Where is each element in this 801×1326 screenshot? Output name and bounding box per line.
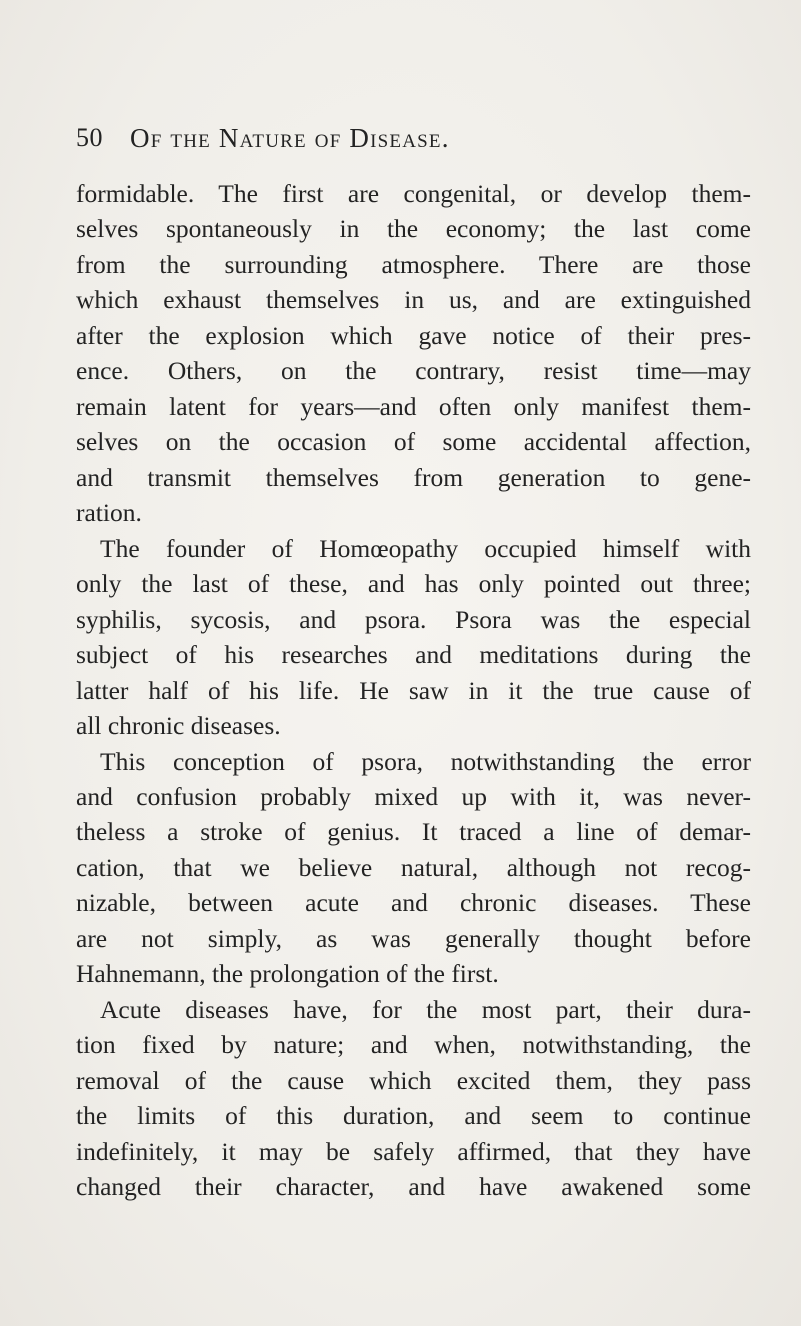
text-line: syphilis, sycosis, and psora. Psora was the especial	[76, 604, 751, 634]
text-line: subject of his researches and meditations during the	[76, 640, 751, 670]
paragraph-first-line: This conception of psora, notwithstanding the error	[100, 746, 751, 776]
text-line: and confusion probably mixed up with it, was never-	[76, 781, 751, 811]
text-line: cation, that we believe natural, although not recog-	[76, 852, 751, 882]
body-text	[76, 176, 751, 1205]
paragraph-end-line: Hahnemann, the prolongation of the first.	[76, 959, 499, 989]
page-header	[76, 120, 756, 156]
text-line: the limits of this duration, and seem to continue	[76, 1101, 751, 1131]
text-line: which exhaust themselves in us, and are extinguished	[76, 285, 751, 315]
paragraph-first-line: Acute diseases have, for the most part, their dura-	[100, 994, 751, 1024]
text-line: formidable. The first are congenital, or develop them-	[76, 179, 751, 208]
text-line: only the last of these, and has only pointed out three;	[76, 569, 751, 599]
text-line: from the surrounding atmosphere. There are those	[76, 249, 751, 279]
paragraph-end-line: all chronic diseases.	[76, 711, 281, 741]
text-line: are not simply, as was generally thought before	[76, 923, 751, 953]
running-head: Of the Nature of Disease.	[130, 123, 450, 153]
text-line: selves on the occasion of some accidental affection,	[76, 427, 751, 457]
paragraph-end-line: ration.	[76, 498, 142, 528]
paragraph-first-line: The founder of Homœopathy occupied himself with	[100, 533, 751, 563]
text-line: theless a stroke of genius. It traced a line of demar-	[76, 817, 751, 847]
text-line: after the explosion which gave notice of their pres-	[76, 320, 751, 350]
text-line: nizable, between acute and chronic diseases. These	[76, 888, 751, 918]
page-number: 50	[76, 123, 103, 152]
text-line: ence. Others, on the contrary, resist time—may	[76, 356, 751, 386]
text-line: and transmit themselves from generation to gene-	[76, 462, 751, 492]
text-line: tion fixed by nature; and when, notwithstanding, the	[76, 1030, 751, 1060]
text-line: changed their character, and have awakened some	[76, 1172, 751, 1202]
text-line: selves spontaneously in the economy; the last come	[76, 214, 751, 244]
text-line: latter half of his life. He saw in it the true cause of	[76, 675, 751, 705]
text-line: indefinitely, it may be safely affirmed, that they have	[76, 1136, 751, 1166]
text-line: removal of the cause which excited them, they pass	[76, 1065, 751, 1095]
text-line: remain latent for years—and often only manifest them-	[76, 391, 751, 421]
